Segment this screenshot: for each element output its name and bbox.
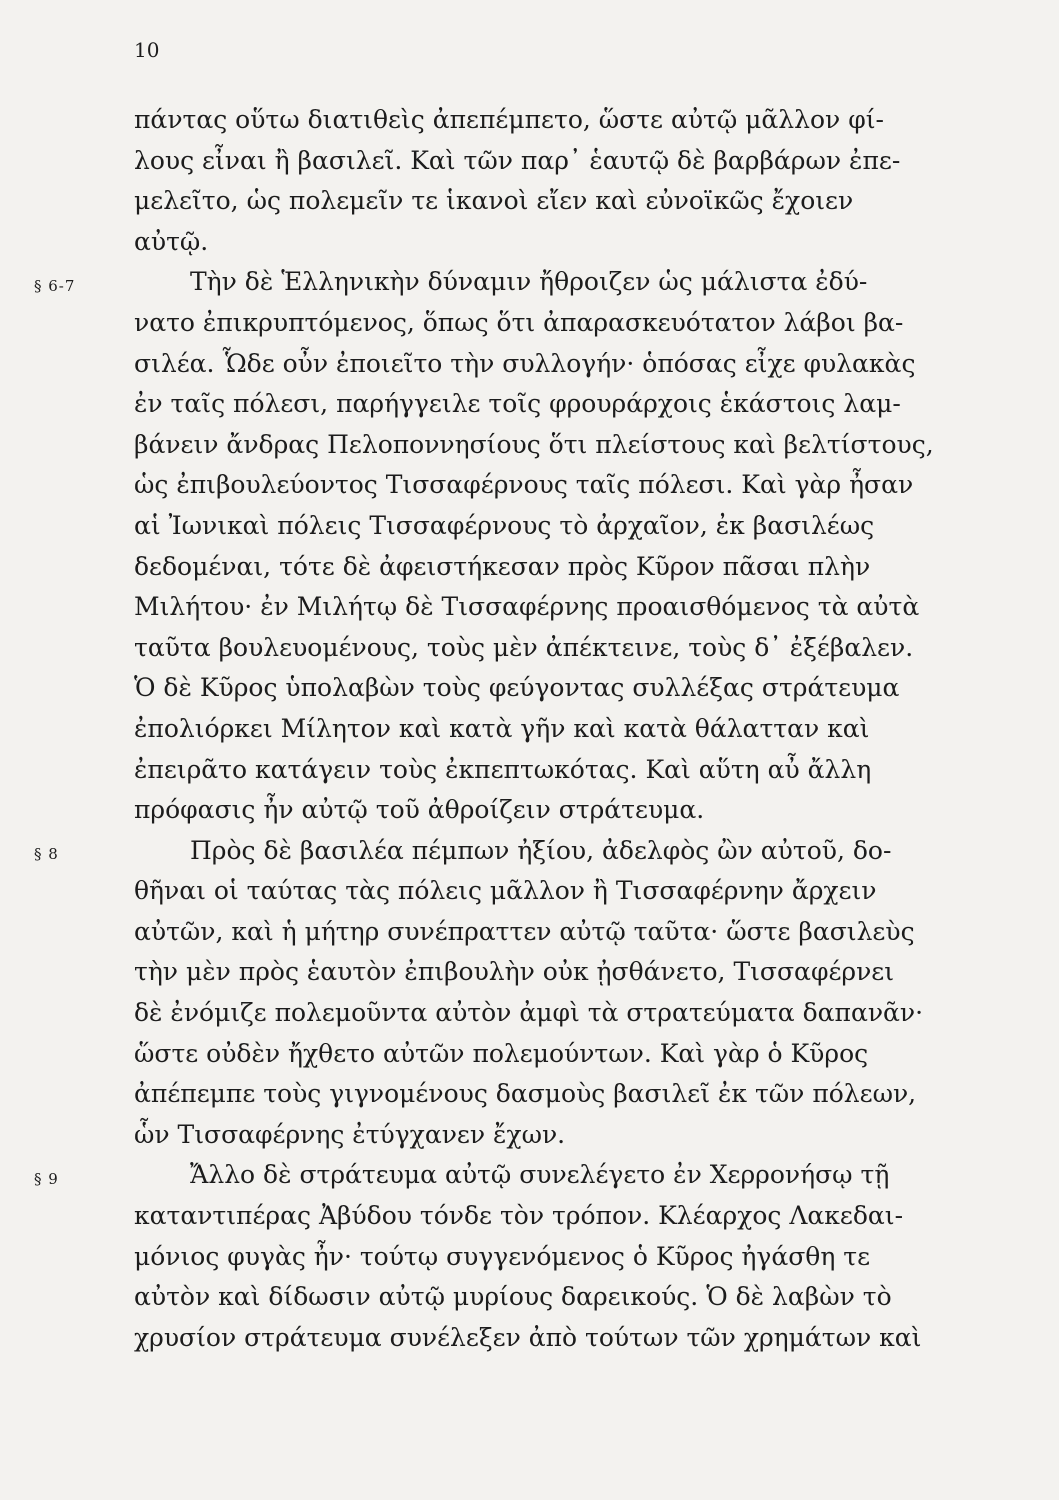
text-line: ἐν ταῖς πόλεσι, παρήγγειλε τοῖς φρουράρχοις ἑκάστοις λαμ-	[134, 389, 901, 419]
text-line: αὐτὸν καὶ δίδωσιν αὐτῷ μυρίους δαρεικούς. Ὁ δὲ λαβὼν τὸ	[134, 1282, 892, 1312]
text-line: ἐπειρᾶτο κατάγειν τοὺς ἐκπεπτωκότας. Καὶ αὕτη αὖ ἄλλη	[134, 754, 872, 784]
text-line: δεδομέναι, τότε δὲ ἀφειστήκεσαν πρὸς Κῦρον πᾶσαι πλὴν	[134, 551, 871, 581]
text-line: ὡς ἐπιβουλεύοντος Τισσαφέρνους ταῖς πόλεσι. Καὶ γὰρ ἦσαν	[134, 470, 914, 500]
paragraph-start-line: Τὴν δὲ Ἑλληνικὴν δύναμιν ἤθροιζεν ὡς μάλιστα ἐδύ-	[190, 267, 868, 297]
margin-note-section-9: § 9	[34, 1170, 59, 1188]
margin-note-section-8: § 8	[34, 845, 59, 863]
text-line: αὐτῷ.	[134, 226, 209, 256]
paragraph-start-line: Πρὸς δὲ βασιλέα πέμπων ἠξίου, ἀδελφὸς ὢν αὐτοῦ, δο-	[190, 835, 892, 865]
text-line: σιλέα. Ὧδε οὖν ἐποιεῖτο τὴν συλλογήν· ὁπόσας εἶχε φυλακὰς	[134, 348, 916, 378]
text-line: πρόφασις ἦν αὐτῷ τοῦ ἀθροίζειν στράτευμα.	[134, 795, 705, 825]
text-line: ταῦτα βουλευομένους, τοὺς μὲν ἀπέκτεινε, τοὺς δ᾽ ἐξέβαλεν.	[134, 632, 914, 662]
text-line: θῆναι οἱ ταύτας τὰς πόλεις μᾶλλον ἢ Τισσαφέρνην ἄρχειν	[134, 876, 877, 906]
text-line: αὐτῶν, καὶ ἡ μήτηρ συνέπραττεν αὐτῷ ταῦτα· ὥστε βασιλεὺς	[134, 916, 915, 946]
paragraph-start-line: Ἄλλο δὲ στράτευμα αὐτῷ συνελέγετο ἐν Χερρονήσῳ τῇ	[190, 1160, 890, 1190]
body-text	[134, 100, 979, 1358]
text-line: Ὁ δὲ Κῦρος ὑπολαβὼν τοὺς φεύγοντας συλλέξας στράτευμα	[134, 673, 900, 703]
text-line: βάνειν ἄνδρας Πελοποννησίους ὅτι πλείστους καὶ βελτίστους,	[134, 429, 934, 459]
text-line: ὥστε οὐδὲν ἤχθετο αὐτῶν πολεμούντων. Καὶ γὰρ ὁ Κῦρος	[134, 1038, 869, 1068]
text-line: καταντιπέρας Ἀβύδου τόνδε τὸν τρόπον. Κλέαρχος Λακεδαι-	[134, 1201, 904, 1231]
text-line: μόνιος φυγὰς ἦν· τούτῳ συγγενόμενος ὁ Κῦρος ἠγάσθη τε	[134, 1241, 871, 1271]
text-line: λους εἶναι ἢ βασιλεῖ. Καὶ τῶν παρ᾽ ἑαυτῷ δὲ βαρβάρων ἐπε-	[134, 145, 901, 175]
text-line: ὧν Τισσαφέρνης ἐτύγχανεν ἔχων.	[134, 1119, 566, 1149]
text-line: ἐπολιόρκει Μίλητον καὶ κατὰ γῆν καὶ κατὰ θάλατταν καὶ	[134, 713, 870, 743]
text-line: Μιλήτου· ἐν Μιλήτῳ δὲ Τισσαφέρνης προαισθόμενος τὰ αὐτὰ	[134, 592, 920, 622]
page-number: 10	[134, 38, 160, 62]
text-line: ἀπέπεμπε τοὺς γιγνομένους δασμοὺς βασιλεῖ ἐκ τῶν πόλεων,	[134, 1079, 917, 1109]
margin-note-section-6-7: § 6-7	[34, 277, 76, 295]
text-line: μελεῖτο, ὡς πολεμεῖν τε ἱκανοὶ εἴεν καὶ εὐνοϊκῶς ἔχοιεν	[134, 186, 854, 216]
text-line: πάντας οὕτω διατιθεὶς ἀπεπέμπετο, ὥστε αὐτῷ μᾶλλον φί-	[134, 105, 884, 134]
text-line: αἱ Ἰωνικαὶ πόλεις Τισσαφέρνους τὸ ἀρχαῖον, ἐκ βασιλέως	[134, 510, 875, 540]
text-line: δὲ ἐνόμιζε πολεμοῦντα αὐτὸν ἀμφὶ τὰ στρατεύματα δαπανᾶν·	[134, 998, 924, 1028]
text-line: νατο ἐπικρυπτόμενος, ὅπως ὅτι ἀπαρασκευότατον λάβοι βα-	[134, 307, 904, 337]
text-line: χρυσίον στράτευμα συνέλεξεν ἀπὸ τούτων τῶν χρημάτων καὶ	[134, 1322, 922, 1352]
text-line: τὴν μὲν πρὸς ἑαυτὸν ἐπιβουλὴν οὐκ ᾐσθάνετο, Τισσαφέρνει	[134, 957, 895, 987]
